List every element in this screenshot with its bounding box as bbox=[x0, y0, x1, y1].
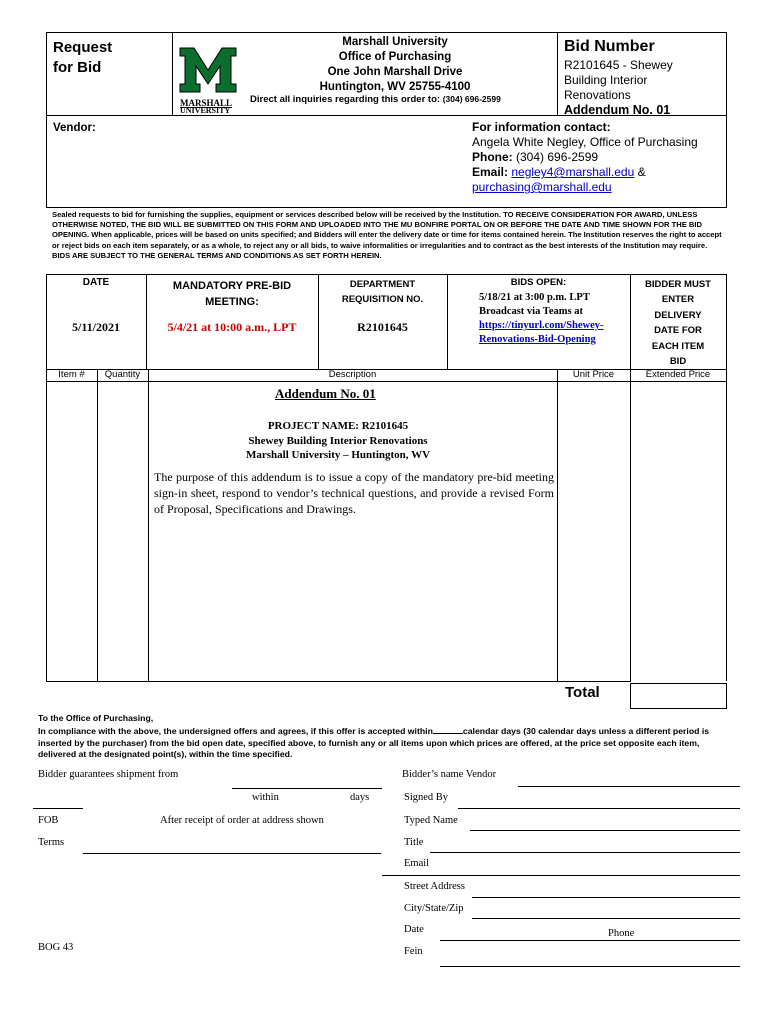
total-label: Total bbox=[565, 684, 600, 701]
bidder-name-label: Bidder’s name Vendor bbox=[402, 769, 497, 780]
addendum-number: Addendum No. 01 bbox=[564, 103, 671, 117]
bid-number-value: R2101645 - Shewey Building Interior Renovations bbox=[564, 58, 673, 102]
fein-field[interactable] bbox=[440, 966, 740, 967]
terms-field[interactable] bbox=[83, 853, 381, 854]
within-label: within bbox=[252, 792, 279, 803]
vendor-label: Vendor: bbox=[53, 122, 96, 134]
dept-label: DEPARTMENT REQUISITION NO. bbox=[341, 279, 424, 305]
form-code: BOG 43 bbox=[38, 942, 74, 953]
city-state-zip-field[interactable] bbox=[472, 918, 740, 919]
typed-name-field[interactable] bbox=[470, 830, 740, 831]
email-label: Email bbox=[404, 858, 430, 869]
total-box[interactable] bbox=[630, 683, 727, 709]
email-field[interactable] bbox=[382, 875, 740, 876]
request-title: Request for Bid bbox=[53, 39, 113, 76]
phone-label: Phone bbox=[608, 928, 635, 939]
city-state-zip-label: City/State/Zip bbox=[404, 903, 464, 914]
date-value: 5/11/2021 bbox=[71, 320, 120, 334]
within-days-field[interactable] bbox=[33, 808, 83, 809]
street-address-label: Street Address bbox=[404, 881, 465, 892]
email-link-negley[interactable]: negley4@marshall.edu bbox=[511, 165, 635, 179]
date-sign-label: Date bbox=[404, 924, 424, 935]
col-header-unit-price: Unit Price bbox=[572, 369, 615, 380]
bidder-name-field[interactable] bbox=[518, 786, 740, 787]
signed-by-field[interactable] bbox=[458, 808, 740, 809]
title-field[interactable] bbox=[430, 852, 740, 853]
bid-notice: Sealed requests to bid for furnishing the supplies, equipment or services described below will be received by the Institution. TO RECEIVE CONSIDERATION FOR AWARD, UNLESS OTHERWISE NOTED, THE BID WILL BE SUBMITTED ON THIS FORM AND UPLOADED INTO THE MU BONFIRE PORTAL ON OR BEFORE THE DATE AND TIME SHOWN FOR THE BID OPENING. When applicable, prices will be based on units specified; and Bidders will enter the delivery date or time for items contained herein. The Institution reserves the right to accept or reject bids on each item separately, or as a whole, to reject any or all bids, to waive informalities or irregularities and to contract as the best interests of the Institution may require. BIDS ARE SUBJECT TO THE GENERAL TERMS AND CONDITIONS AS SET FORTH HEREIN. bbox=[52, 210, 722, 260]
date-label: DATE bbox=[82, 277, 110, 288]
contact-info: For information contact: Angela White Negley, Office of Purchasing Phone: (304) 696-2599 Email: negley4@marshall.edu & purchasing@marshall.edu bbox=[472, 120, 698, 194]
shipment-field[interactable] bbox=[232, 788, 382, 789]
bids-open-label: BIDS OPEN: bbox=[510, 277, 567, 288]
bid-opening-link[interactable]: https://tinyurl.com/Shewey- Renovations-Bid-Opening bbox=[479, 320, 604, 345]
fein-label: Fein bbox=[404, 946, 423, 957]
addendum-heading: Addendum No. 01 bbox=[275, 386, 376, 401]
signed-by-label: Signed By bbox=[404, 792, 449, 803]
email-link-purchasing[interactable]: purchasing@marshall.edu bbox=[472, 180, 612, 194]
bidder-delivery-note: BIDDER MUST ENTER DELIVERY DATE FOR EACH ITEM BID bbox=[645, 279, 711, 368]
col-header-extended-price: Extended Price bbox=[645, 369, 711, 380]
shipment-label: Bidder guarantees shipment from bbox=[38, 769, 179, 780]
date-field[interactable] bbox=[440, 940, 740, 941]
dept-value: R2101645 bbox=[357, 320, 408, 334]
title-label: Title bbox=[404, 837, 424, 848]
col-header-description: Description bbox=[328, 369, 377, 380]
street-address-field[interactable] bbox=[472, 897, 740, 898]
prebid-value: 5/4/21 at 10:00 a.m., LPT bbox=[167, 320, 297, 334]
compliance-text: To the Office of Purchasing, In compliance with the above, the undersigned offers and agrees, if this offer is accepted within calendar days (30 calendar days unless a different period is inserted by the purchaser) from the bid open date, specified above, to furnish any or all items upon which prices are offered, at the price set opposite each item, delivered at the designated point(s), within the time specified. bbox=[38, 713, 710, 760]
addendum-purpose: The purpose of this addendum is to issue a copy of the mandatory pre-bid meeting sign-in sheet, respond to vendor’s technical questions, and provide a revised Form of Proposal, Specifications and Drawings. bbox=[154, 470, 554, 516]
after-receipt-label: After receipt of order at address shown bbox=[160, 815, 324, 826]
typed-name-label: Typed Name bbox=[404, 815, 458, 826]
purchasing-address: Marshall University Office of Purchasing One John Marshall Drive Huntington, WV 25755-4100 bbox=[319, 36, 471, 93]
days-label: days bbox=[350, 792, 370, 803]
calendar-days-field[interactable] bbox=[433, 725, 463, 734]
fob-label: FOB bbox=[38, 815, 59, 826]
project-info: PROJECT NAME: R2101645 Shewey Building Interior Renovations Marshall University – Huntington, WV bbox=[245, 420, 431, 461]
terms-label: Terms bbox=[38, 837, 65, 848]
col-header-item: Item # bbox=[58, 369, 85, 380]
bids-open-details: 5/18/21 at 3:00 p.m. LPT Broadcast via Teams at https://tinyurl.com/Shewey- Renovations-Bid-Opening bbox=[479, 291, 629, 347]
inquiries-line: Direct all inquiries regarding this order to: (304) 696-2599 bbox=[250, 94, 501, 105]
logo-wordmark: MARSHALL UNIVERSITY bbox=[180, 98, 233, 115]
marshall-logo bbox=[178, 44, 238, 115]
prebid-label: MANDATORY PRE-BID MEETING: bbox=[172, 280, 292, 308]
marshall-m-logo-icon bbox=[178, 44, 238, 94]
col-header-quantity: Quantity bbox=[104, 369, 141, 380]
bid-number-title: Bid Number bbox=[564, 38, 655, 55]
